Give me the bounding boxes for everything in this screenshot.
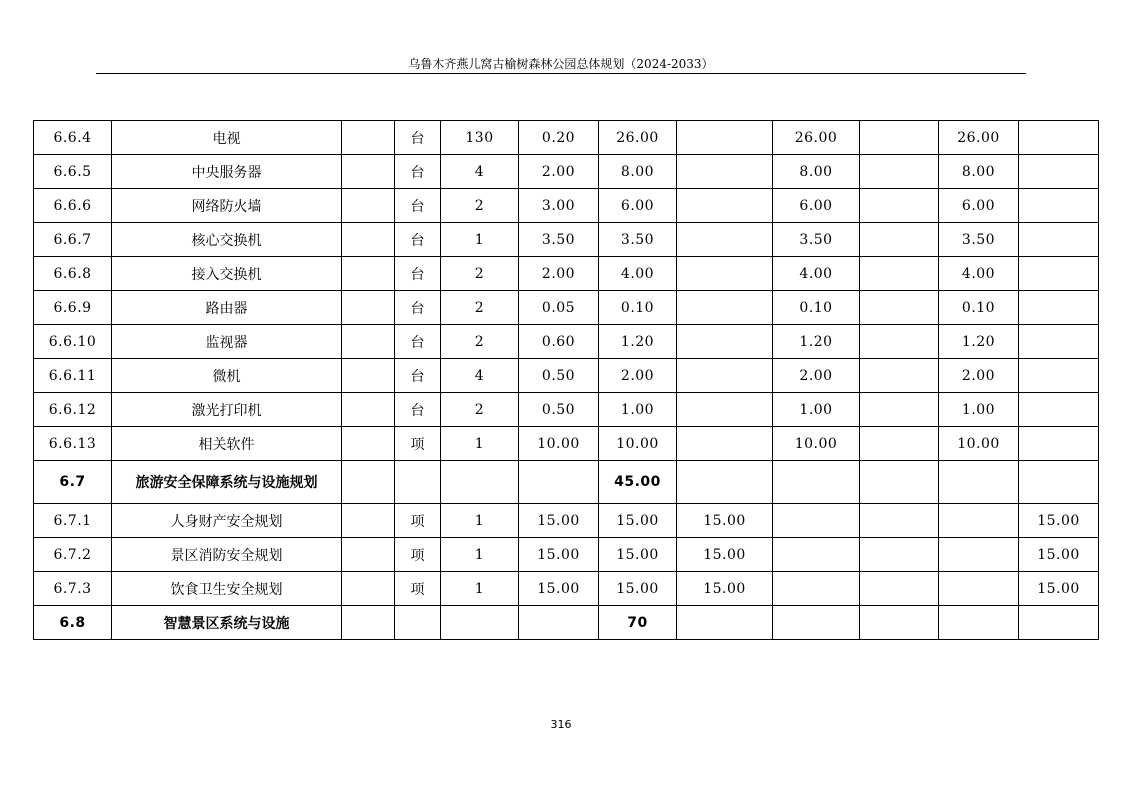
item-total-cell: 1.00 (599, 393, 677, 427)
item-source-e-cell (1019, 155, 1099, 189)
item-spec-cell (342, 155, 395, 189)
budget-table-body (34, 121, 1099, 640)
item-unit-price-cell: 15.00 (519, 538, 599, 572)
item-source-b-cell: 8.00 (773, 155, 860, 189)
item-source-d-cell (939, 606, 1019, 640)
table-row (34, 189, 1099, 223)
item-source-e-cell: 15.00 (1019, 572, 1099, 606)
item-source-c-cell (860, 359, 939, 393)
item-source-d-cell: 1.00 (939, 393, 1019, 427)
item-name-cell: 景区消防安全规划 (112, 538, 342, 572)
item-source-a-cell (677, 223, 773, 257)
item-source-a-cell (677, 257, 773, 291)
item-source-e-cell (1019, 223, 1099, 257)
item-name-cell: 旅游安全保障系统与设施规划 (112, 461, 342, 504)
item-total-cell: 26.00 (599, 121, 677, 155)
item-spec-cell (342, 189, 395, 223)
item-source-a-cell: 15.00 (677, 538, 773, 572)
item-source-a-cell (677, 461, 773, 504)
item-total-cell: 70 (599, 606, 677, 640)
item-code-cell: 6.6.7 (34, 223, 112, 257)
item-name-cell: 监视器 (112, 325, 342, 359)
item-source-b-cell: 6.00 (773, 189, 860, 223)
item-name-cell: 电视 (112, 121, 342, 155)
table-row (34, 393, 1099, 427)
item-code-cell: 6.6.4 (34, 121, 112, 155)
item-source-a-cell (677, 606, 773, 640)
item-unit-cell: 台 (395, 325, 441, 359)
item-name-cell: 路由器 (112, 291, 342, 325)
item-unit-price-cell: 10.00 (519, 427, 599, 461)
item-source-d-cell: 6.00 (939, 189, 1019, 223)
table-row (34, 223, 1099, 257)
item-unit-cell: 台 (395, 121, 441, 155)
item-source-d-cell: 4.00 (939, 257, 1019, 291)
item-source-b-cell: 2.00 (773, 359, 860, 393)
item-source-a-cell (677, 121, 773, 155)
item-source-d-cell (939, 504, 1019, 538)
item-name-cell: 人身财产安全规划 (112, 504, 342, 538)
item-quantity-cell: 4 (441, 359, 519, 393)
item-unit-price-cell: 0.50 (519, 359, 599, 393)
item-code-cell: 6.7 (34, 461, 112, 504)
table-row (34, 359, 1099, 393)
item-unit-price-cell: 15.00 (519, 572, 599, 606)
item-source-a-cell (677, 155, 773, 189)
item-source-a-cell: 15.00 (677, 572, 773, 606)
item-unit-price-cell (519, 606, 599, 640)
item-spec-cell (342, 325, 395, 359)
item-quantity-cell: 130 (441, 121, 519, 155)
document-header-title: 乌鲁木齐燕儿窝古榆树森林公园总体规划（2024-2033） (408, 57, 714, 71)
item-source-e-cell (1019, 189, 1099, 223)
item-unit-cell: 台 (395, 393, 441, 427)
item-source-b-cell: 4.00 (773, 257, 860, 291)
item-source-b-cell: 1.20 (773, 325, 860, 359)
item-source-a-cell (677, 291, 773, 325)
item-unit-cell: 台 (395, 359, 441, 393)
item-unit-price-cell: 2.00 (519, 155, 599, 189)
item-source-d-cell (939, 538, 1019, 572)
item-quantity-cell: 2 (441, 189, 519, 223)
item-source-c-cell (860, 427, 939, 461)
item-unit-cell (395, 461, 441, 504)
item-source-e-cell: 15.00 (1019, 504, 1099, 538)
item-code-cell: 6.7.1 (34, 504, 112, 538)
item-spec-cell (342, 572, 395, 606)
item-total-cell: 3.50 (599, 223, 677, 257)
item-source-a-cell (677, 189, 773, 223)
item-source-e-cell: 15.00 (1019, 538, 1099, 572)
item-spec-cell (342, 359, 395, 393)
item-unit-cell: 台 (395, 257, 441, 291)
item-source-d-cell: 3.50 (939, 223, 1019, 257)
table-row (34, 427, 1099, 461)
item-source-c-cell (860, 257, 939, 291)
page-number: 316 (550, 718, 572, 731)
item-source-e-cell (1019, 291, 1099, 325)
item-source-b-cell: 0.10 (773, 291, 860, 325)
item-total-cell: 45.00 (599, 461, 677, 504)
item-total-cell: 15.00 (599, 504, 677, 538)
item-source-c-cell (860, 325, 939, 359)
item-source-c-cell (860, 121, 939, 155)
item-source-d-cell: 26.00 (939, 121, 1019, 155)
table-row (34, 121, 1099, 155)
header-divider (96, 73, 1026, 74)
item-name-cell: 饮食卫生安全规划 (112, 572, 342, 606)
item-source-b-cell: 3.50 (773, 223, 860, 257)
item-source-a-cell (677, 393, 773, 427)
item-source-b-cell: 26.00 (773, 121, 860, 155)
item-quantity-cell: 1 (441, 538, 519, 572)
item-code-cell: 6.6.11 (34, 359, 112, 393)
item-unit-cell: 项 (395, 538, 441, 572)
item-quantity-cell (441, 461, 519, 504)
item-spec-cell (342, 393, 395, 427)
table-row (34, 325, 1099, 359)
item-source-c-cell (860, 223, 939, 257)
item-source-c-cell (860, 461, 939, 504)
item-code-cell: 6.6.12 (34, 393, 112, 427)
item-total-cell: 4.00 (599, 257, 677, 291)
table-row (34, 257, 1099, 291)
item-quantity-cell: 2 (441, 291, 519, 325)
item-source-c-cell (860, 572, 939, 606)
item-unit-cell: 台 (395, 291, 441, 325)
item-source-b-cell: 1.00 (773, 393, 860, 427)
item-source-d-cell: 1.20 (939, 325, 1019, 359)
item-unit-cell: 项 (395, 504, 441, 538)
item-spec-cell (342, 223, 395, 257)
item-quantity-cell: 2 (441, 257, 519, 291)
item-unit-cell: 项 (395, 572, 441, 606)
item-spec-cell (342, 461, 395, 504)
item-total-cell: 0.10 (599, 291, 677, 325)
item-code-cell: 6.6.6 (34, 189, 112, 223)
item-total-cell: 15.00 (599, 572, 677, 606)
item-unit-price-cell: 0.20 (519, 121, 599, 155)
item-source-c-cell (860, 538, 939, 572)
item-source-d-cell: 0.10 (939, 291, 1019, 325)
item-source-e-cell (1019, 606, 1099, 640)
item-code-cell: 6.6.9 (34, 291, 112, 325)
section-row (34, 606, 1099, 640)
item-name-cell: 微机 (112, 359, 342, 393)
item-unit-cell: 台 (395, 223, 441, 257)
item-name-cell: 接入交换机 (112, 257, 342, 291)
item-total-cell: 1.20 (599, 325, 677, 359)
item-code-cell: 6.6.10 (34, 325, 112, 359)
item-spec-cell (342, 291, 395, 325)
item-spec-cell (342, 606, 395, 640)
table-row (34, 538, 1099, 572)
item-unit-price-cell: 0.05 (519, 291, 599, 325)
item-total-cell: 2.00 (599, 359, 677, 393)
item-source-c-cell (860, 393, 939, 427)
item-source-b-cell (773, 572, 860, 606)
item-spec-cell (342, 427, 395, 461)
item-source-a-cell (677, 427, 773, 461)
item-source-b-cell (773, 461, 860, 504)
item-total-cell: 8.00 (599, 155, 677, 189)
item-source-c-cell (860, 189, 939, 223)
item-source-d-cell (939, 572, 1019, 606)
item-source-b-cell (773, 606, 860, 640)
item-name-cell: 核心交换机 (112, 223, 342, 257)
item-source-a-cell (677, 359, 773, 393)
item-name-cell: 相关软件 (112, 427, 342, 461)
item-source-e-cell (1019, 461, 1099, 504)
item-quantity-cell: 4 (441, 155, 519, 189)
item-unit-price-cell: 0.50 (519, 393, 599, 427)
item-unit-cell: 项 (395, 427, 441, 461)
item-code-cell: 6.6.13 (34, 427, 112, 461)
item-source-b-cell (773, 538, 860, 572)
item-quantity-cell (441, 606, 519, 640)
item-name-cell: 激光打印机 (112, 393, 342, 427)
item-unit-price-cell: 2.00 (519, 257, 599, 291)
item-source-e-cell (1019, 427, 1099, 461)
item-source-a-cell (677, 325, 773, 359)
section-row (34, 461, 1099, 504)
item-source-e-cell (1019, 121, 1099, 155)
item-unit-cell: 台 (395, 189, 441, 223)
item-source-c-cell (860, 606, 939, 640)
table-row (34, 572, 1099, 606)
item-code-cell: 6.7.3 (34, 572, 112, 606)
item-source-b-cell (773, 504, 860, 538)
item-code-cell: 6.6.5 (34, 155, 112, 189)
item-unit-price-cell (519, 461, 599, 504)
item-code-cell: 6.6.8 (34, 257, 112, 291)
item-source-e-cell (1019, 257, 1099, 291)
item-unit-cell: 台 (395, 155, 441, 189)
item-name-cell: 网络防火墙 (112, 189, 342, 223)
item-code-cell: 6.7.2 (34, 538, 112, 572)
item-source-c-cell (860, 504, 939, 538)
item-quantity-cell: 1 (441, 504, 519, 538)
item-unit-price-cell: 3.00 (519, 189, 599, 223)
item-source-b-cell: 10.00 (773, 427, 860, 461)
item-source-c-cell (860, 291, 939, 325)
item-quantity-cell: 1 (441, 572, 519, 606)
item-total-cell: 15.00 (599, 538, 677, 572)
table-row (34, 155, 1099, 189)
table-row (34, 291, 1099, 325)
item-spec-cell (342, 121, 395, 155)
item-quantity-cell: 1 (441, 427, 519, 461)
item-source-a-cell: 15.00 (677, 504, 773, 538)
item-total-cell: 6.00 (599, 189, 677, 223)
item-spec-cell (342, 257, 395, 291)
item-unit-price-cell: 15.00 (519, 504, 599, 538)
item-spec-cell (342, 538, 395, 572)
item-name-cell: 智慧景区系统与设施 (112, 606, 342, 640)
budget-table (33, 120, 1099, 640)
item-unit-price-cell: 3.50 (519, 223, 599, 257)
item-source-d-cell: 10.00 (939, 427, 1019, 461)
item-quantity-cell: 1 (441, 223, 519, 257)
item-source-e-cell (1019, 393, 1099, 427)
item-total-cell: 10.00 (599, 427, 677, 461)
item-spec-cell (342, 504, 395, 538)
item-source-d-cell: 8.00 (939, 155, 1019, 189)
item-source-c-cell (860, 155, 939, 189)
item-unit-price-cell: 0.60 (519, 325, 599, 359)
item-unit-cell (395, 606, 441, 640)
item-source-e-cell (1019, 325, 1099, 359)
item-quantity-cell: 2 (441, 325, 519, 359)
item-source-d-cell (939, 461, 1019, 504)
table-row (34, 504, 1099, 538)
item-name-cell: 中央服务器 (112, 155, 342, 189)
item-source-e-cell (1019, 359, 1099, 393)
item-code-cell: 6.8 (34, 606, 112, 640)
item-quantity-cell: 2 (441, 393, 519, 427)
item-source-d-cell: 2.00 (939, 359, 1019, 393)
